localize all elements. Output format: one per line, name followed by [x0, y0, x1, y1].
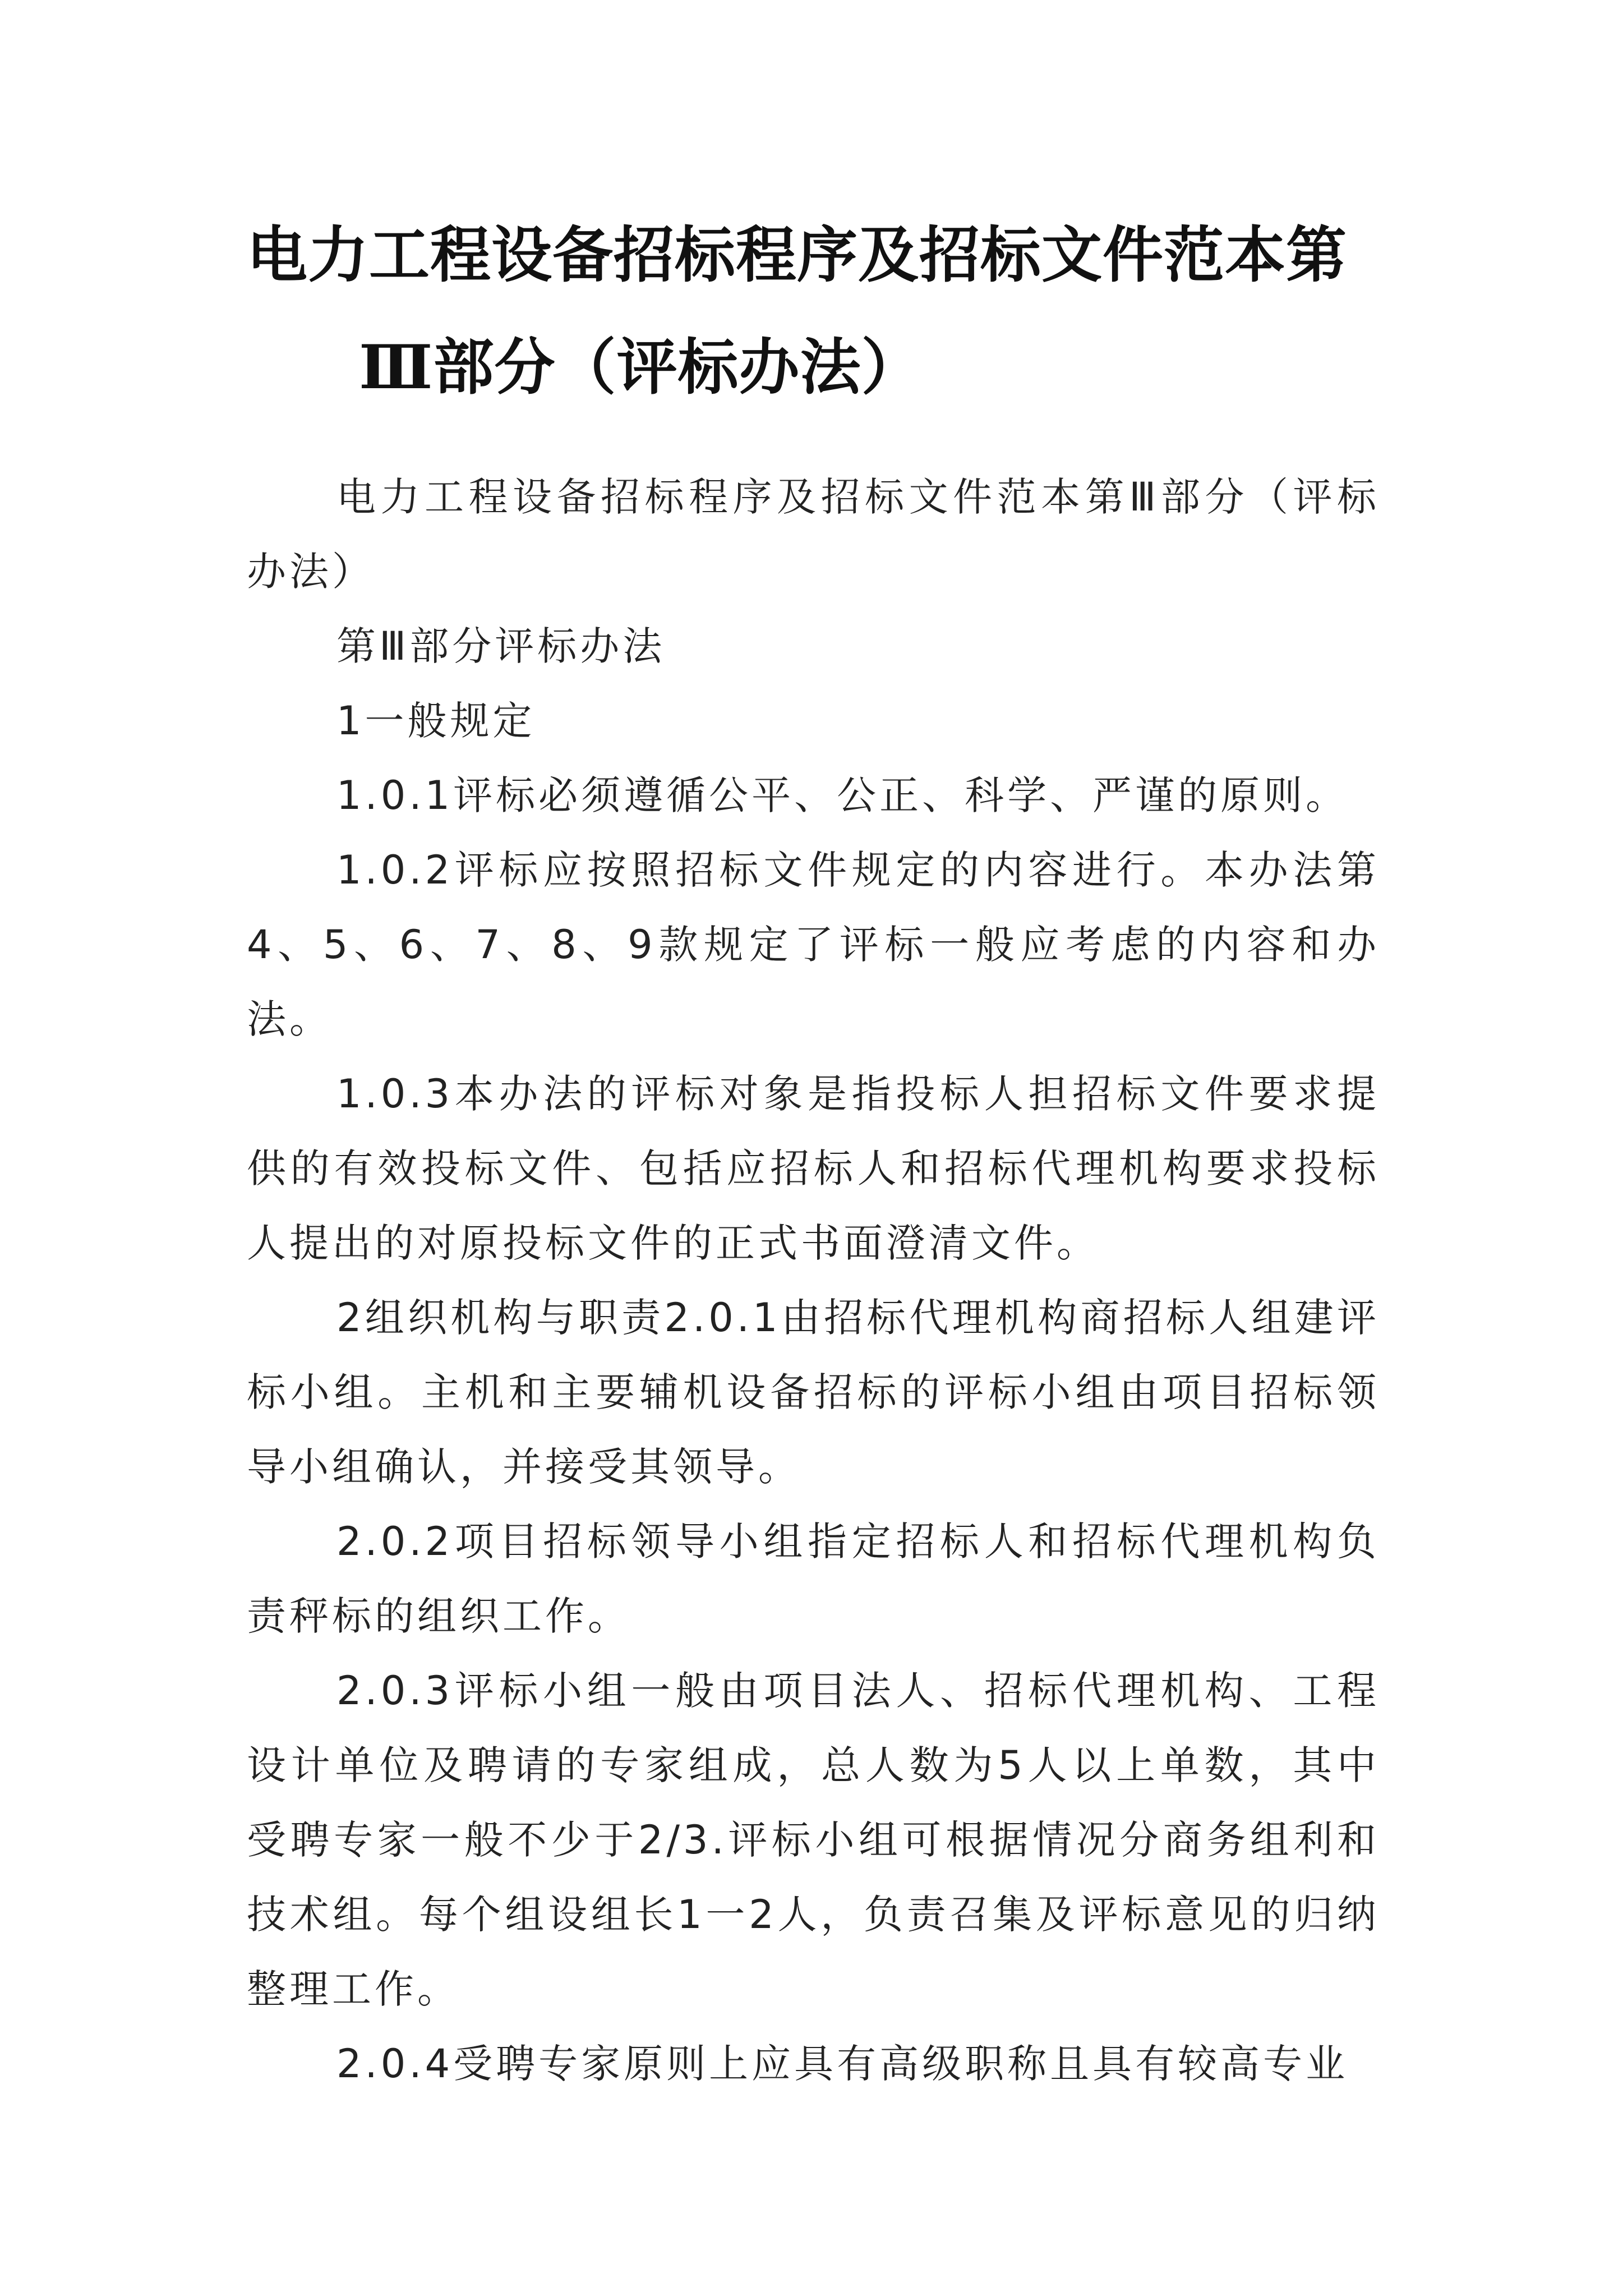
- paragraph-clause-2-0-2: 2.0.2项目招标领导小组指定招标人和招标代理机构负责秤标的组织工作。: [247, 1519, 1380, 1639]
- paragraph-clause-1-0-3: 1.0.3本办法的评标对象是指投标人担招标文件要求提供的有效投标文件、包括应招标人和招标代理机构要求投标人提出的对原投标文件的正式书面澄清文件。: [247, 1071, 1380, 1266]
- paragraph-section-1-heading: 1一般规定: [336, 698, 536, 744]
- paragraph-clause-2-0-3: 2.0.3评标小组一般由项目法人、招标代理机构、工程设计单位及聘请的专家组成，总人数为5人以上单数，其中受聘专家一般不少于2/3.评标小组可根据情况分商务组利和技术组。每个组设组长1一2人，负责召集及评标意见的归纳整理工作。: [247, 1668, 1380, 2012]
- document-title: [247, 199, 1380, 424]
- paragraph-part-heading: 第Ⅲ部分评标办法: [336, 623, 666, 669]
- paragraph-clause-1-0-2: 1.0.2评标应按照招标文件规定的内容进行。本办法第4、5、6、7、8、9款规定了评标一般应考虑的内容和办法。: [247, 847, 1380, 1042]
- document-body: [247, 460, 1380, 2101]
- document-title-line-1: 电力工程设备招标程序及招标文件范本第: [247, 220, 1348, 291]
- document-title-line-2: Ⅲ部分（评标办法）: [359, 332, 923, 403]
- paragraph-clause-1-0-1: 1.0.1评标必须遵循公平、公正、科学、严谨的原则。: [336, 772, 1349, 818]
- paragraph-intro: 电力工程设备招标程序及招标文件范本第Ⅲ部分（评标办法）: [247, 474, 1380, 595]
- paragraph-clause-2-0-4: 2.0.4受聘专家原则上应具有高级职称且具有较高专业: [336, 2041, 1349, 2087]
- paragraph-section-2-clause-2-0-1: 2组织机构与职责2.0.1由招标代理机构商招标人组建评标小组。主机和主要辅机设备招标的评标小组由项目招标领导小组确认，并接受其领导。: [247, 1295, 1380, 1490]
